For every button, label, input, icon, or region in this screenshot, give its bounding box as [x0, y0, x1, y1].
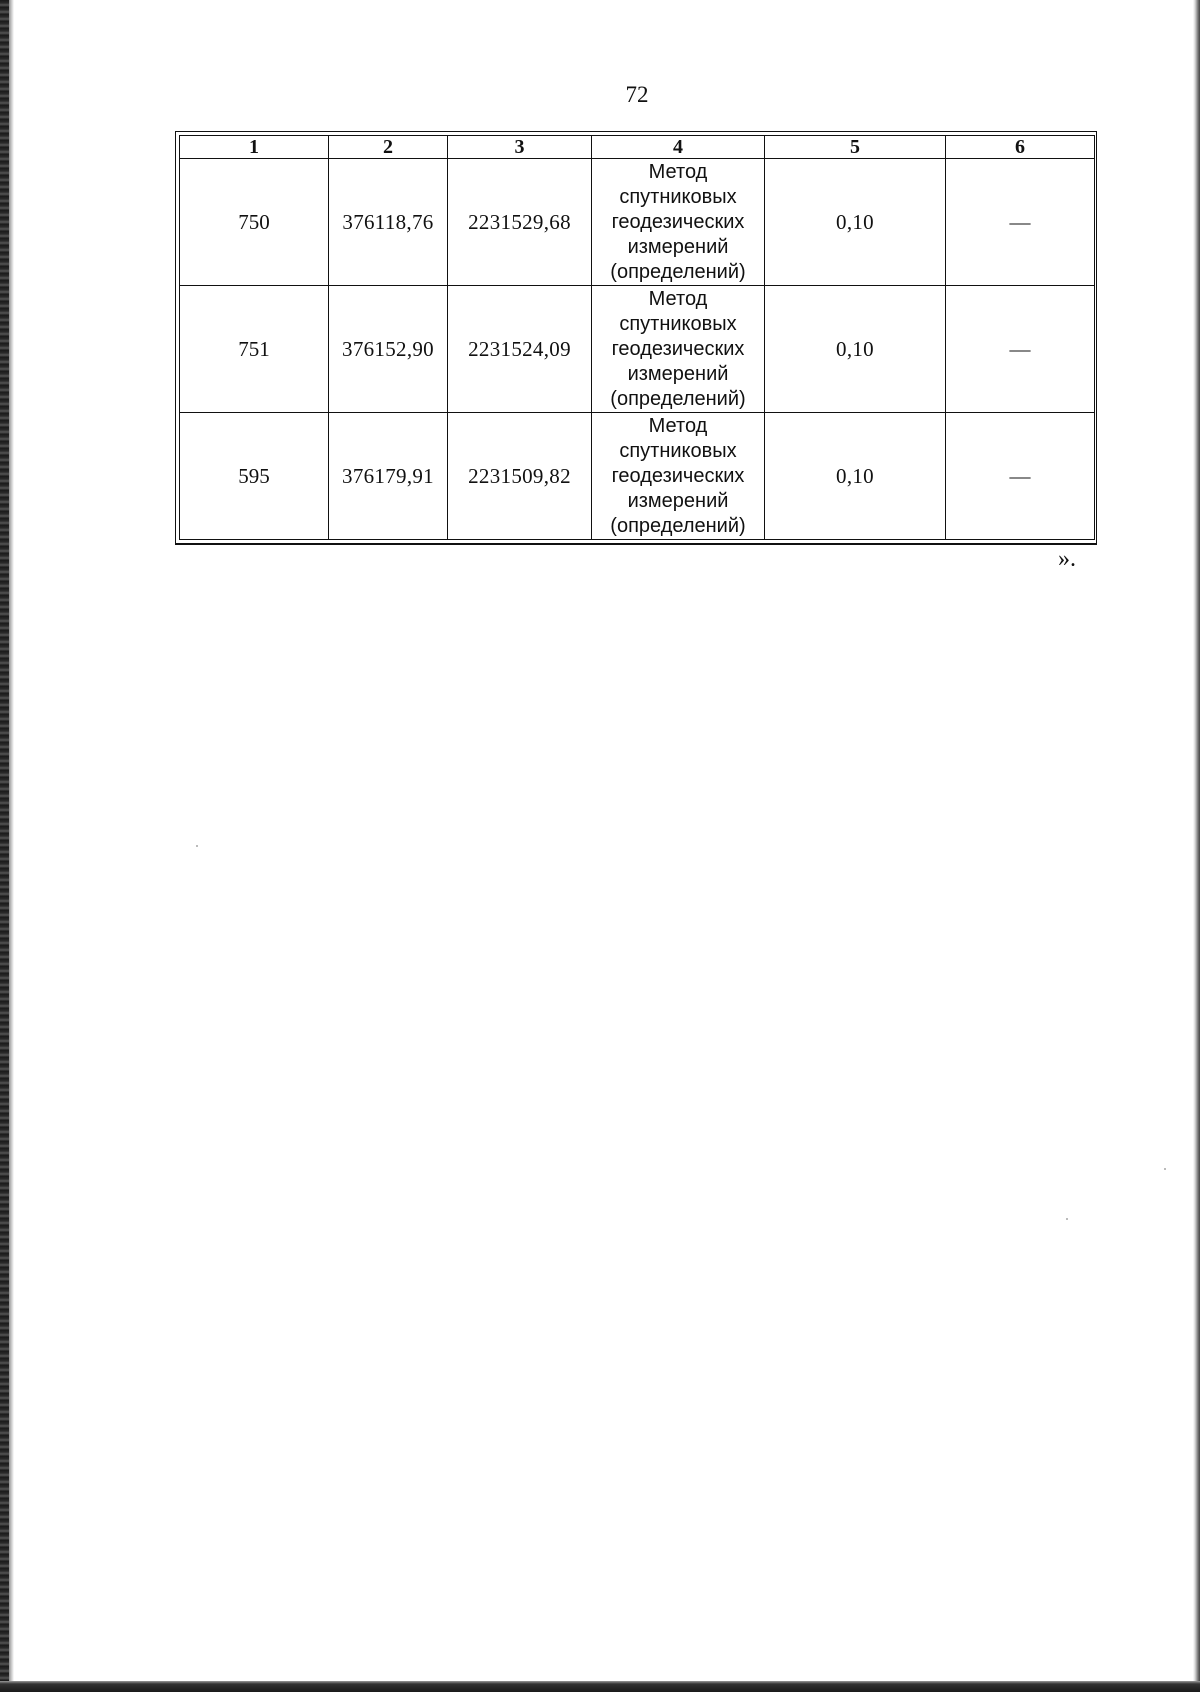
method-line: измерений: [627, 235, 729, 258]
method-line: геодезических: [611, 464, 745, 487]
closing-quote-mark: ».: [1058, 546, 1076, 572]
method-cell: [592, 159, 765, 286]
method-cell: [592, 286, 765, 413]
method-line: Метод: [648, 287, 708, 310]
table-row: [180, 159, 1095, 286]
header-col-3: 3: [448, 136, 592, 159]
header-col-2: 2: [329, 136, 448, 159]
description-cell: —: [946, 286, 1095, 413]
method-line: геодезических: [611, 210, 745, 233]
method-line: спутниковых: [619, 312, 737, 335]
coordinates-table: [179, 135, 1095, 540]
coordinate-y: 2231529,68: [448, 159, 592, 286]
header-col-1: 1: [180, 136, 329, 159]
method-line: Метод: [648, 160, 708, 183]
scan-edge-left: [0, 0, 9, 1692]
scan-speck: [1066, 1218, 1068, 1220]
coordinate-x: 376118,76: [329, 159, 448, 286]
method-line: геодезических: [611, 337, 745, 360]
table-header-row: [180, 136, 1095, 159]
header-col-6: 6: [946, 136, 1095, 159]
method-line: спутниковых: [619, 185, 737, 208]
point-number: 751: [180, 286, 329, 413]
scan-edge-bottom: [0, 1681, 1200, 1692]
method-line: измерений: [627, 489, 729, 512]
method-line: измерений: [627, 362, 729, 385]
method-cell: [592, 413, 765, 540]
method-line: (определений): [610, 260, 746, 283]
description-cell: —: [946, 159, 1095, 286]
point-number: 595: [180, 413, 329, 540]
coordinates-table-frame: [175, 131, 1097, 545]
scan-edge-right: [1193, 0, 1200, 1692]
point-number: 750: [180, 159, 329, 286]
method-line: спутниковых: [619, 439, 737, 462]
header-col-5: 5: [765, 136, 946, 159]
header-col-4: 4: [592, 136, 765, 159]
coordinate-x: 376152,90: [329, 286, 448, 413]
method-line: Метод: [648, 414, 708, 437]
accuracy-value: 0,10: [765, 413, 946, 540]
method-line: (определений): [610, 387, 746, 410]
scan-edge-left-shadow: [9, 0, 14, 1692]
coordinate-y: 2231509,82: [448, 413, 592, 540]
method-line: (определений): [610, 514, 746, 537]
page-number: 72: [625, 82, 649, 107]
accuracy-value: 0,10: [765, 286, 946, 413]
scan-speck: [196, 845, 198, 847]
scan-speck: [1164, 1168, 1166, 1170]
table-row: [180, 286, 1095, 413]
coordinate-x: 376179,91: [329, 413, 448, 540]
accuracy-value: 0,10: [765, 159, 946, 286]
coordinate-y: 2231524,09: [448, 286, 592, 413]
table-row: [180, 413, 1095, 540]
description-cell: —: [946, 413, 1095, 540]
